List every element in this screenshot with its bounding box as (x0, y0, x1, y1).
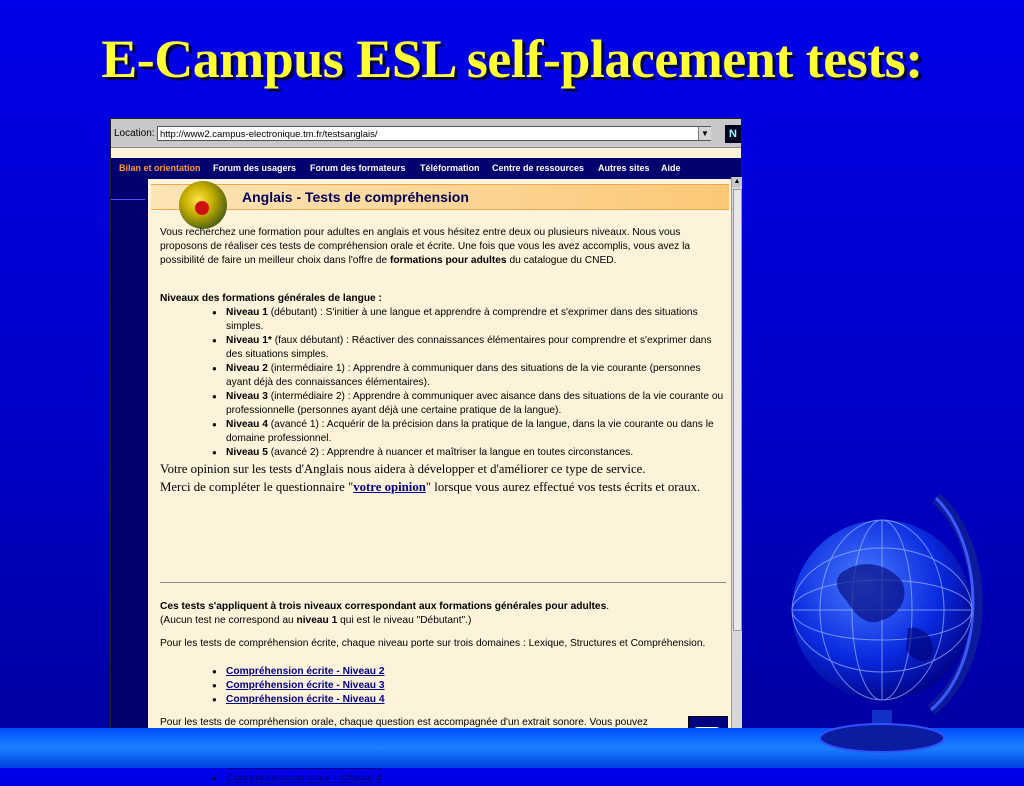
written-test-link-level-4[interactable]: Compréhension écrite - Niveau 4 (226, 694, 385, 705)
vertical-scrollbar[interactable] (731, 177, 742, 733)
written-test-link-level-2[interactable]: Compréhension écrite - Niveau 2 (226, 666, 385, 677)
list-item (212, 665, 612, 679)
browser-screenshot (110, 118, 742, 784)
location-toolbar (111, 119, 741, 148)
nav-bilan-orientation[interactable]: Bilan et orientation (119, 163, 201, 173)
scroll-thumb[interactable] (733, 189, 742, 631)
list-item: ● Niveau 3 (intermédiaire 2) : Apprendre à communiquer avec aisance dans des situations de la vie courante ou professionnelle (personnes ayant déjà une certaine pratique de la langue). (212, 390, 726, 418)
levels-heading: Niveaux des formations générales de langue : (160, 293, 382, 304)
browser-logo-icon: N (725, 125, 741, 143)
opinion-link[interactable]: votre opinion (353, 480, 426, 494)
scroll-up-icon[interactable]: ▲ (733, 178, 741, 185)
page-title: Anglais - Tests de compréhension (242, 189, 469, 205)
list-item: ● Niveau 5 (avancé 2) : Apprendre à nuancer et maîtriser la langue en toutes circonstances. (212, 446, 726, 460)
list-item: ● Niveau 4 (avancé 1) : Acquérir de la précision dans la pratique de la langue, dans la vie courante ou dans le domaine professionnel. (212, 418, 726, 446)
oral-intro: Pour les tests de compréhension orale, chaque question est accompagnée d'un extrait sonore. Vous pouvez (160, 716, 682, 744)
nav-teleformation[interactable]: Téléformation (420, 163, 480, 173)
nav-centre-ressources[interactable]: Centre de ressources (492, 163, 585, 173)
left-nav-strip (111, 179, 148, 733)
intro-paragraph: Vous recherchez une formation pour adultes en anglais et vous hésitez entre deux ou plusieurs niveaux. Nous vous proposons de réaliser ces tests de compréhension orale et écrite. Une fois que vous les avez accomplis, vous avez la possibilité de faire un meilleur choix dans l'offre de formations pour adultes du catalogue du CNED. (160, 227, 691, 266)
opinion-paragraph: Votre opinion sur les tests d'Anglais nous aidera à développer et d'améliorer ce type de service. Merci de compléter le questionnaire "votre opinion" lorsque vous aurez effectué vos tests écrits et oraux. (160, 462, 701, 494)
url-field[interactable]: http://www2.campus-electronique.tm.fr/testsanglais/ (157, 126, 711, 141)
nav-forum-formateurs[interactable]: Forum des formateurs (310, 163, 406, 173)
globe-logo-icon (179, 181, 227, 229)
levels-list (212, 306, 726, 460)
list-item (212, 772, 612, 786)
page-banner (151, 184, 729, 210)
divider (160, 582, 726, 583)
written-intro: Pour les tests de compréhension écrite, chaque niveau porte sur trois domaines : Lexique, Structures et Compréhension. (160, 638, 706, 649)
list-item: ● Niveau 1 (débutant) : S'initier à une langue et apprendre à comprendre et s'exprimer dans des situations simples. (212, 306, 726, 334)
nav-aide[interactable]: Aide (661, 163, 681, 173)
written-links-list (212, 665, 612, 707)
oral-test-link-level-4[interactable]: Compréhension orale - Niveau 4 (226, 773, 382, 784)
globe-icon (786, 488, 986, 758)
written-test-link-level-3[interactable]: Compréhension écrite - Niveau 3 (226, 680, 385, 691)
list-item: ● Niveau 1* (faux débutant) : Réactiver des connaissances élémentaires pour comprendre et s'exprimer dans des situations simples. (212, 334, 726, 362)
scope-paragraph: Ces tests s'appliquent à trois niveaux correspondant aux formations générales pour adultes. (Aucun test ne correspond au niveau 1 qui est le niveau "Débutant".) (160, 601, 610, 626)
nav-forum-usagers[interactable]: Forum des usagers (213, 163, 297, 173)
list-item: ● Niveau 2 (intermédiaire 1) : Apprendre à communiquer dans des situations de la vie courante (personnes ayant déjà des connaissances élémentaires). (212, 362, 726, 390)
location-label: Location: (114, 128, 155, 139)
site-nav (111, 158, 741, 179)
nav-autres-sites[interactable]: Autres sites (598, 163, 650, 173)
list-item (212, 693, 612, 707)
slide-title: E-Campus ESL self-placement tests: (101, 29, 923, 89)
list-item (212, 679, 612, 693)
url-dropdown-button[interactable]: ▼ (698, 127, 711, 140)
